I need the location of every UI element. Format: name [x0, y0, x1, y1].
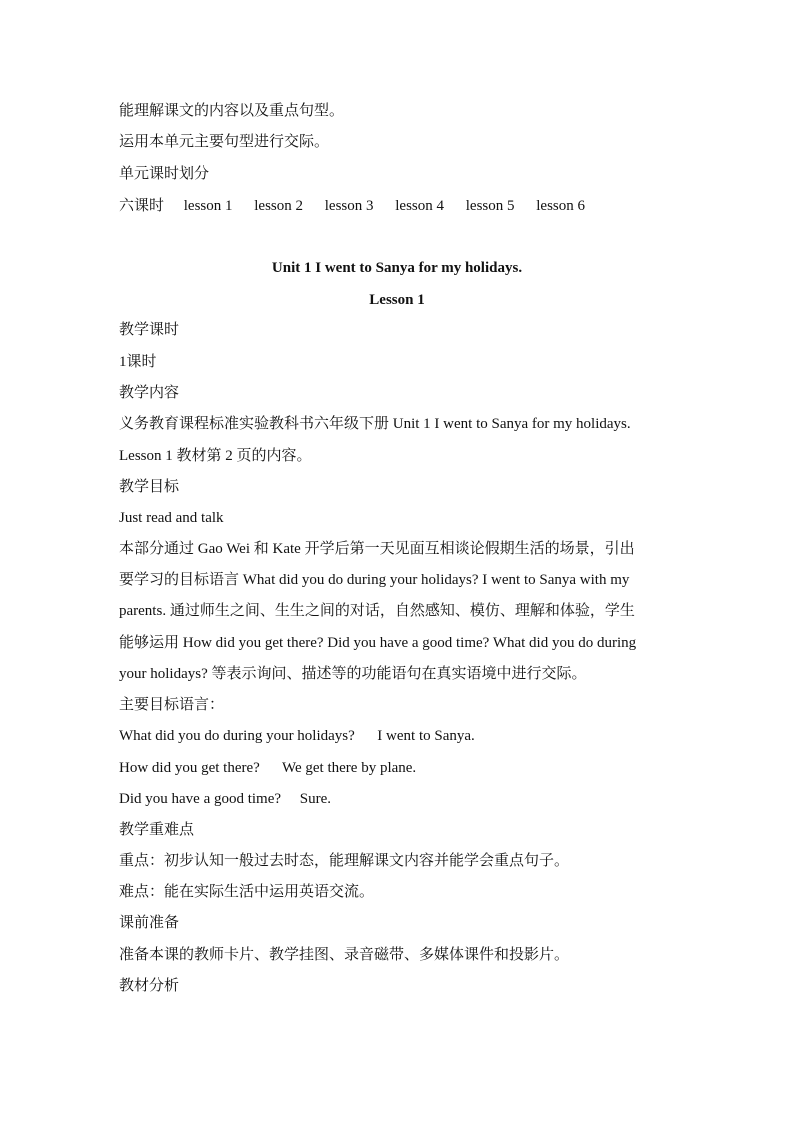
content-line-1: 义务教育课程标准实验教科书六年级下册 Unit 1 I went to Sanya for my holidays. — [119, 416, 631, 432]
analysis-heading: 教材分析 — [119, 978, 180, 994]
intro-line-2: 运用本单元主要句型进行交际。 — [119, 134, 330, 150]
lesson-item: lesson 5 — [465, 198, 515, 214]
lesson-item: lesson 6 — [536, 198, 586, 214]
target-sentence: Did you have a good time? Sure. — [119, 791, 332, 807]
schedule-label: 六课时 — [119, 198, 165, 214]
goal-paragraph-line: your holidays? 等表示询问、描述等的功能语句在真实语境中进行交际。 — [119, 666, 587, 682]
lesson-item: lesson 4 — [395, 198, 445, 214]
content-line-2: Lesson 1 教材第 2 页的内容。 — [119, 448, 312, 464]
lesson-item: lesson 1 — [183, 198, 233, 214]
goal-paragraph-line: 能够运用 How did you get there? Did you have a good time? What did you do during — [119, 635, 637, 651]
intro-line-1: 能理解课文的内容以及重点句型。 — [119, 103, 345, 119]
prep-text: 准备本课的教师卡片、教学挂图、录音磁带、多媒体课件和投影片。 — [119, 947, 570, 963]
key-point: 重点：初步认知一般过去时态，能理解课文内容并能学会重点句子。 — [119, 853, 570, 869]
goal-paragraph-line: 本部分通过 Gao Wei 和 Kate 开学后第一天见面互相谈论假期生活的场景，引出 — [119, 541, 635, 557]
unit-title: Unit 1 I went to Sanya for my holidays. — [271, 260, 523, 276]
goal-subheading: Just read and talk — [119, 510, 224, 526]
target-sentence: How did you get there? We get there by plane. — [119, 760, 417, 776]
target-heading: 主要目标语言： — [119, 697, 225, 713]
lesson-item: lesson 2 — [254, 198, 304, 214]
period-heading: 教学课时 — [119, 322, 180, 338]
lesson-title: Lesson 1 — [369, 292, 425, 308]
lesson-item: lesson 3 — [324, 198, 374, 214]
target-sentence: What did you do during your holidays? I went to Sanya. — [119, 728, 475, 744]
difficult-point: 难点：能在实际生活中运用英语交流。 — [119, 884, 375, 900]
period-value: 1课时 — [119, 354, 157, 370]
prep-heading: 课前准备 — [119, 915, 180, 931]
schedule-heading: 单元课时划分 — [119, 166, 210, 182]
goal-heading: 教学目标 — [119, 479, 180, 495]
schedule-lessons — [119, 196, 679, 216]
content-heading: 教学内容 — [119, 385, 180, 401]
key-heading: 教学重难点 — [119, 822, 195, 838]
goal-paragraph-line: 要学习的目标语言 What did you do during your holidays? I went to Sanya with my — [119, 572, 630, 588]
goal-paragraph-line: parents. 通过师生之间、生生之间的对话，自然感知、模仿、理解和体验，学生 — [119, 603, 635, 619]
